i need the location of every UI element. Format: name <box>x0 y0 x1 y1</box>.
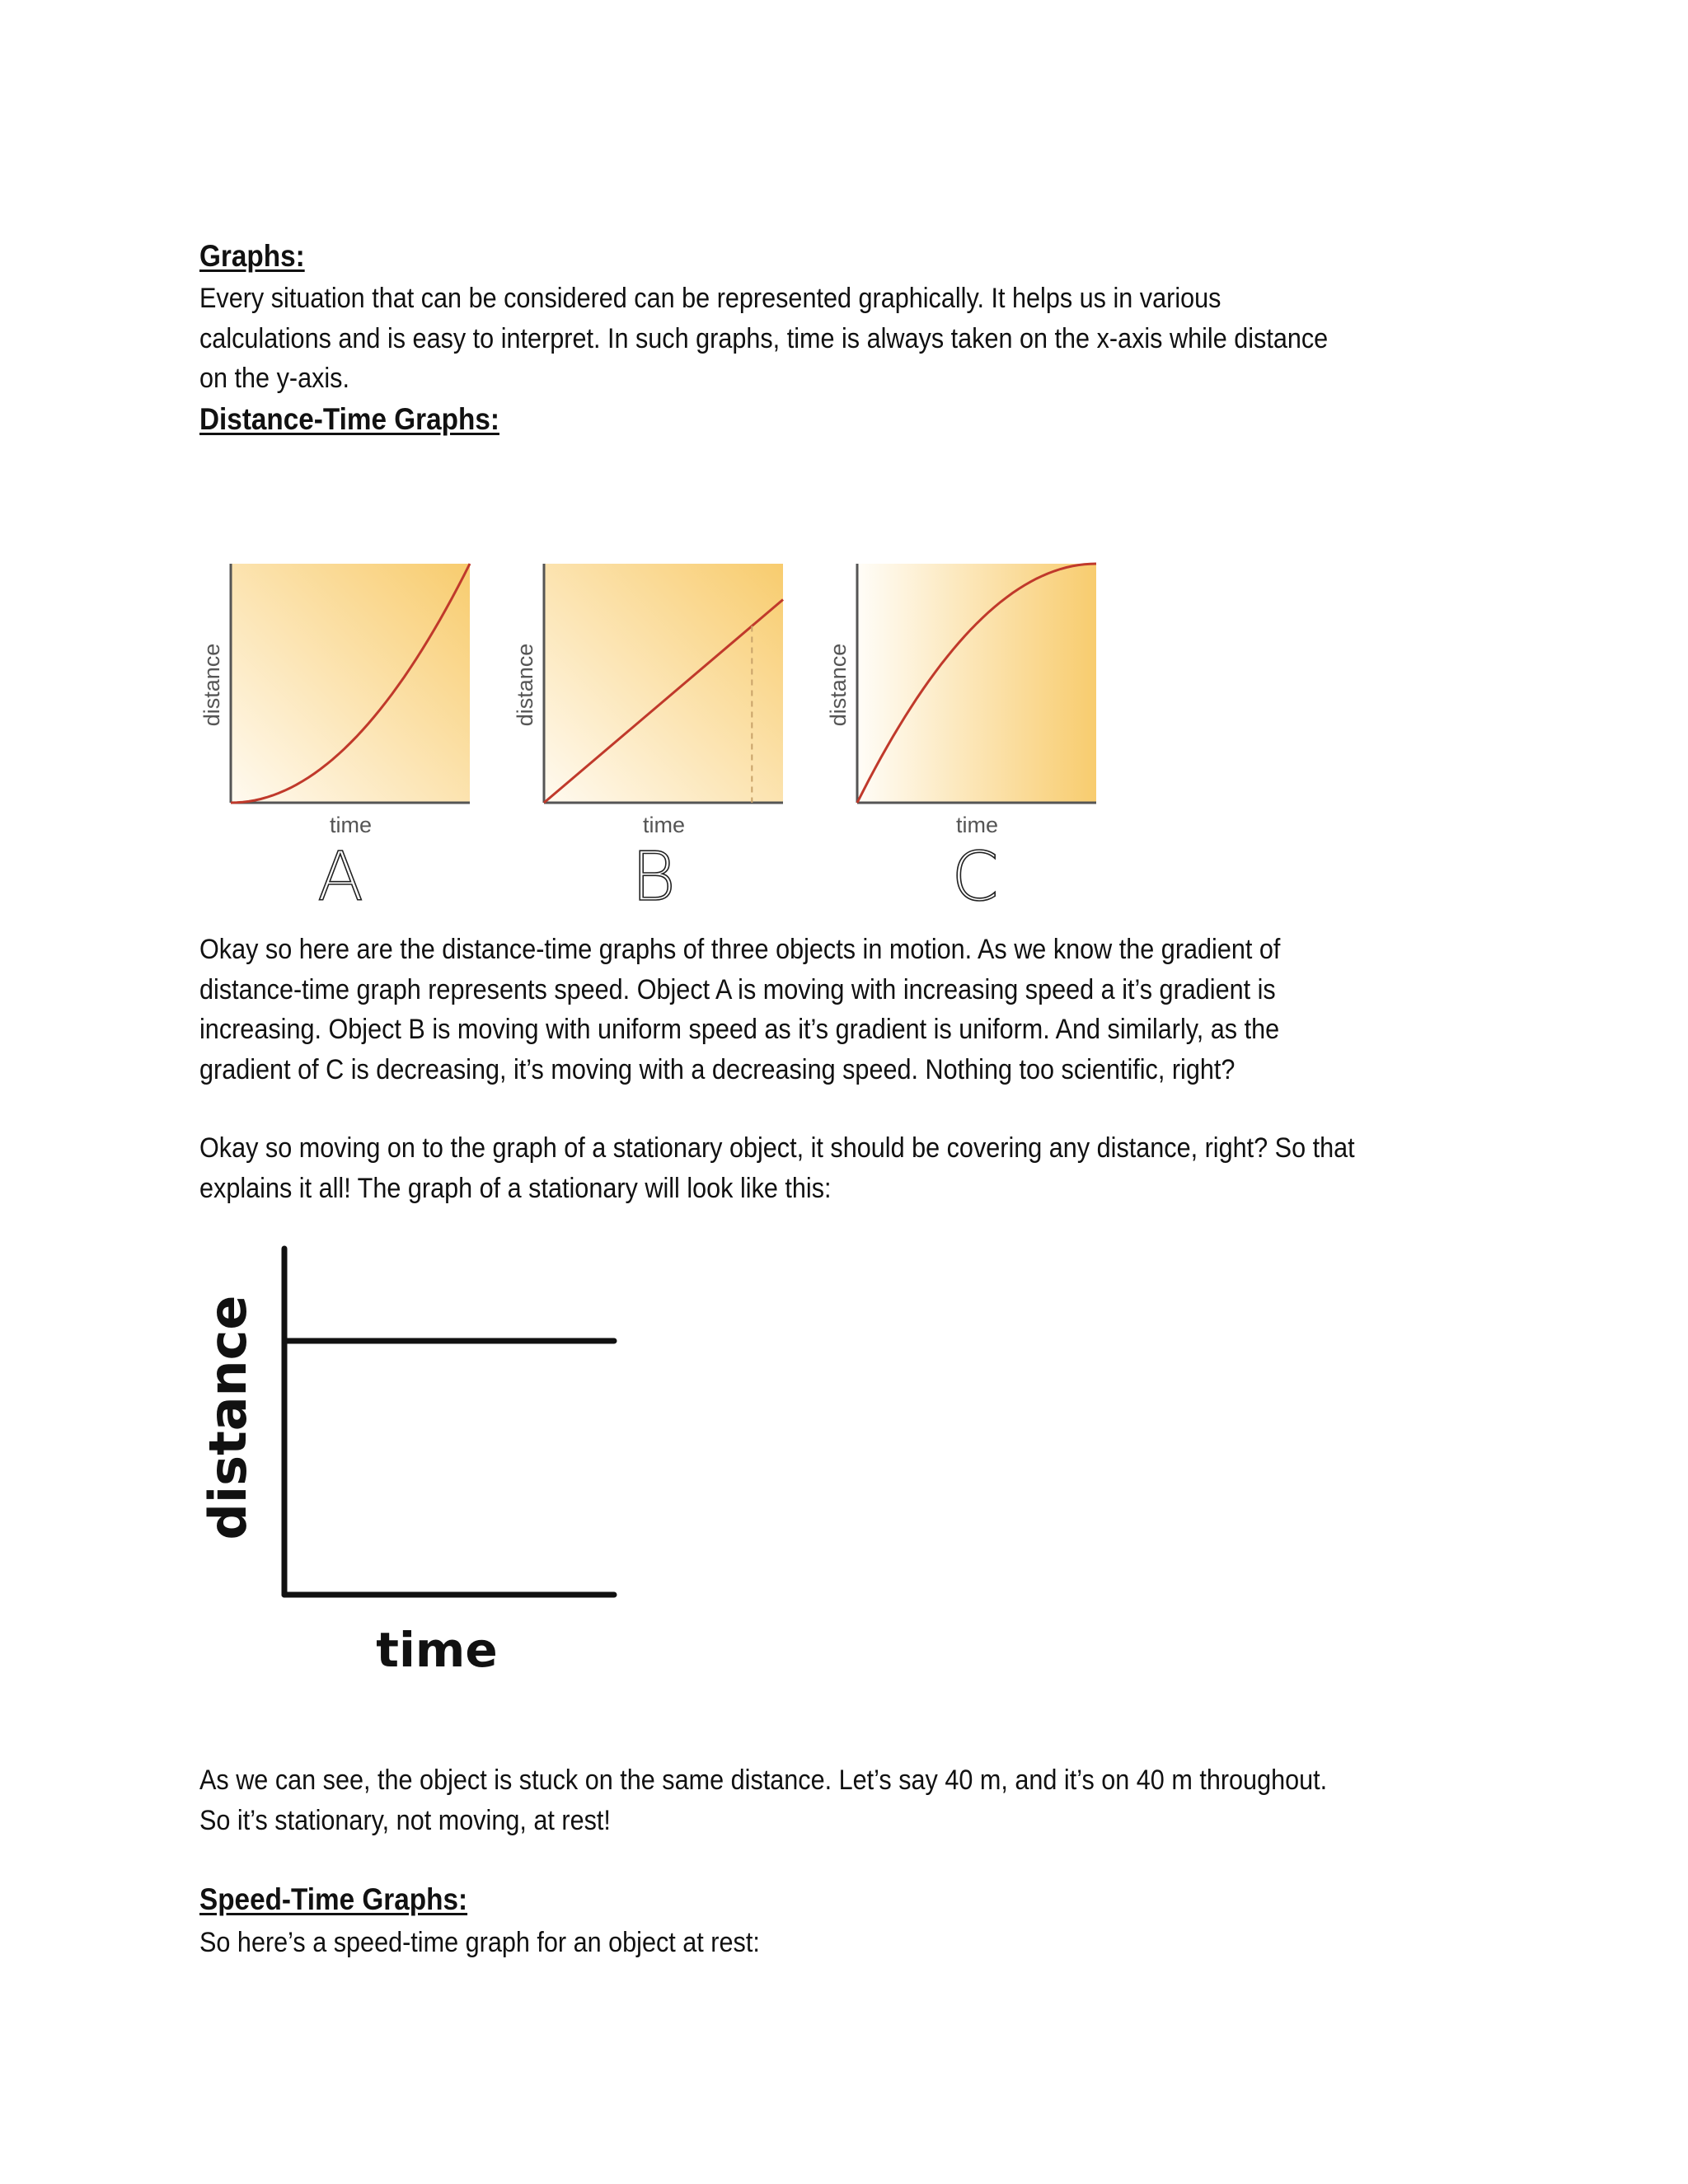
stationary-paragraph: Okay so moving on to the graph of a stationary object, it should be covering any distance, right? So that explains it all! The graph of a stationary will look like this: <box>199 1132 1355 1204</box>
y-axis-label: distance <box>198 1295 258 1540</box>
graphs-heading: Graphs: <box>199 239 305 273</box>
distance-time-paragraph: Okay so here are the distance-time graphs of three objects in motion. As we know the gradient of distance-time graph represents speed. Object A is moving with increasing speed a it’s gradient is increasing. Object B is moving with uniform speed as it’s gradient is uniform. And similarly, as the gradient of C is decreasing, it’s moving with a decreasing speed. Nothing too scientific, right? <box>199 934 1281 1085</box>
x-axis-label: time <box>330 813 373 837</box>
y-axis-label: distance <box>826 643 851 727</box>
graph-plot-area <box>857 564 1096 803</box>
x-axis-label: time <box>376 1622 498 1678</box>
distance-time-graphs-figure <box>198 552 1104 915</box>
distance-time-heading: Distance-Time Graphs: <box>199 402 499 436</box>
stationary-graph-figure <box>198 1236 659 1681</box>
graph-letter: B <box>631 838 676 916</box>
x-axis-label: time <box>643 813 686 837</box>
graph-letter: A <box>316 838 364 916</box>
x-axis-label: time <box>956 813 999 837</box>
graphs-paragraph: Every situation that can be considered can be represented graphically. It helps us in various calculations and is easy to interpret. In such graphs, time is always taken on the x-axis while distance on the y-axis. <box>199 283 1329 394</box>
speed-time-paragraph: So here’s a speed-time graph for an object at rest: <box>199 1927 760 1958</box>
y-axis-label: distance <box>513 643 537 727</box>
graph-c <box>826 564 1096 916</box>
graph-letter: C <box>951 838 999 916</box>
stationary-explanation: As we can see, the object is stuck on the same distance. Let’s say 40 m, and it’s on 40 m throughout. So it’s stationary, not moving, at rest! <box>199 1765 1328 1836</box>
speed-time-heading: Speed-Time Graphs: <box>199 1882 468 1916</box>
graph-plot-area <box>231 564 470 803</box>
graph-b <box>513 564 783 916</box>
graph-a <box>199 564 470 916</box>
y-axis-label: distance <box>199 643 224 727</box>
graph-plot-area <box>544 564 783 803</box>
